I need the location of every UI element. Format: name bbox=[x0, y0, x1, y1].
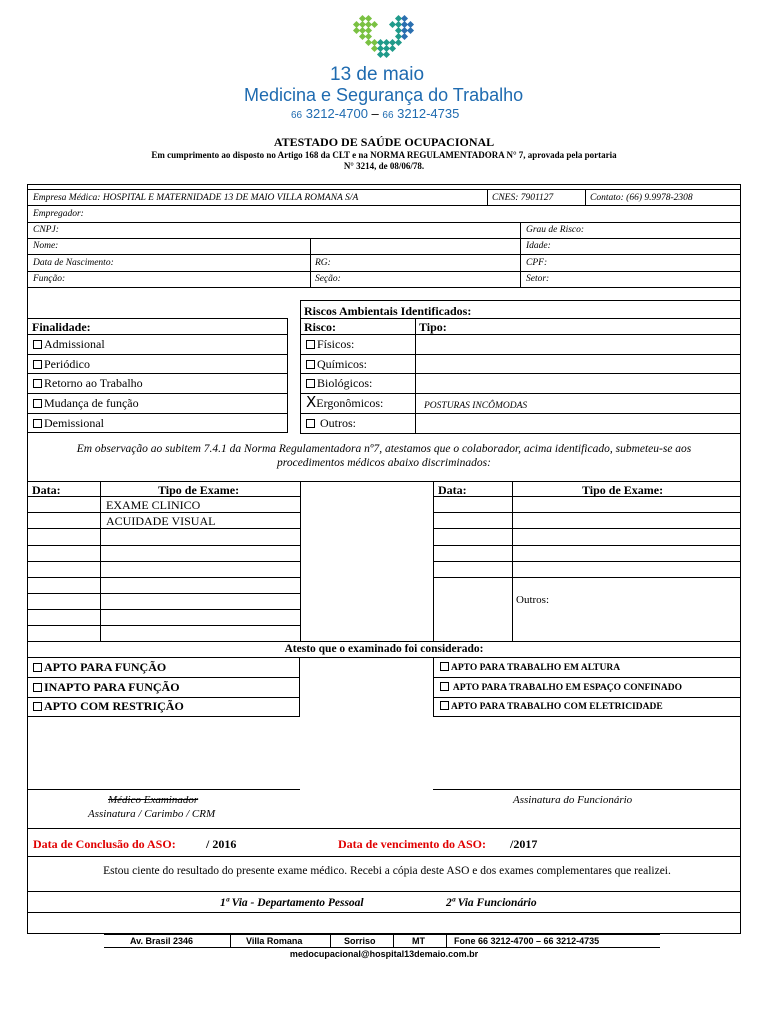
grau-risco-field[interactable]: Grau de Risco: bbox=[526, 225, 585, 235]
document-title: ATESTADO DE SAÚDE OCUPACIONAL bbox=[273, 135, 495, 149]
footer-uf: MT bbox=[412, 936, 425, 946]
logo-square bbox=[389, 45, 396, 52]
header-phones bbox=[291, 106, 459, 121]
medico-sub: Assinatura / Carimbo / CRM bbox=[88, 808, 216, 820]
finalidade-label: Periódico bbox=[44, 357, 90, 371]
apto-confinado[interactable] bbox=[440, 682, 682, 693]
risco-quimicos[interactable] bbox=[306, 357, 367, 372]
checkbox[interactable] bbox=[306, 340, 315, 349]
via-departamento: 1ª Via - Departamento Pessoal bbox=[220, 897, 364, 909]
setor-field[interactable]: Setor: bbox=[526, 274, 550, 284]
risco-label: Outros: bbox=[320, 416, 356, 430]
risco-ergonomicos[interactable] bbox=[306, 393, 384, 411]
funcao-field[interactable]: Função: bbox=[33, 274, 66, 284]
exame-outros: Outros: bbox=[516, 594, 549, 606]
logo-square bbox=[395, 39, 402, 46]
exame-tipo-label: Tipo de Exame: bbox=[158, 483, 240, 497]
signature-line bbox=[27, 789, 300, 790]
inapto-funcao[interactable] bbox=[33, 680, 180, 695]
empregador-field[interactable]: Empregador: bbox=[33, 209, 84, 219]
cnpj-field[interactable]: CNPJ: bbox=[33, 225, 59, 235]
finalidade-label: Demissional bbox=[44, 416, 104, 430]
observacao-text: procedimentos médicos abaixo discriminados: bbox=[277, 457, 491, 469]
empresa-medica: Empresa Médica: HOSPITAL E MATERNIDADE 13 DE MAIO VILLA ROMANA S/A bbox=[33, 193, 359, 203]
signature-line bbox=[433, 789, 741, 790]
atesto-label: APTO COM RESTRIÇÃO bbox=[44, 699, 184, 713]
exame-item: EXAME CLINICO bbox=[106, 498, 201, 512]
finalidade-retorno[interactable] bbox=[33, 376, 143, 391]
checkbox[interactable] bbox=[440, 701, 449, 710]
footer-email[interactable]: medocupacional@hospital13demaio.com.br bbox=[289, 949, 479, 959]
brand-subtitle: Medicina e Segurança do Trabalho bbox=[244, 85, 524, 105]
footer-bairro: Villa Romana bbox=[246, 936, 303, 946]
checkbox[interactable] bbox=[33, 379, 42, 388]
checkbox-checked[interactable]: X bbox=[306, 393, 317, 411]
logo-heart-icon bbox=[352, 14, 416, 64]
logo-square bbox=[383, 51, 390, 58]
footer-fone: Fone 66 3212-4700 – 66 3212-4735 bbox=[454, 936, 600, 946]
brand-name: 13 de maio bbox=[330, 64, 425, 85]
finalidade-label: Admissional bbox=[44, 337, 105, 351]
table-row-line bbox=[27, 545, 300, 546]
phone-prefix: 66 bbox=[382, 110, 394, 121]
data-conclusao-value[interactable]: / 2016 bbox=[206, 837, 237, 851]
nascimento-field[interactable]: Data de Nascimento: bbox=[33, 258, 114, 268]
risco-outros[interactable] bbox=[306, 416, 356, 431]
atesto-label: APTO PARA TRABALHO COM ELETRICIDADE bbox=[451, 702, 663, 712]
nome-field[interactable]: Nome: bbox=[33, 241, 59, 251]
checkbox[interactable] bbox=[440, 662, 449, 671]
table-row-line bbox=[433, 561, 741, 562]
table-row-line bbox=[27, 625, 300, 626]
divider bbox=[27, 205, 741, 206]
risco-fisicos[interactable] bbox=[306, 337, 354, 352]
table-row-line bbox=[27, 577, 300, 578]
checkbox[interactable] bbox=[33, 419, 42, 428]
checkbox[interactable] bbox=[33, 683, 42, 692]
phone-dash: – bbox=[371, 106, 379, 121]
table-row-line bbox=[433, 545, 741, 546]
exame-data-label: Data: bbox=[438, 483, 467, 497]
rg-field[interactable]: RG: bbox=[315, 258, 331, 268]
table-row-line bbox=[433, 528, 741, 529]
table-row-line bbox=[27, 593, 300, 594]
exame-data-label: Data: bbox=[32, 483, 61, 497]
risco-biologicos[interactable] bbox=[306, 376, 372, 391]
data-conclusao-label: Data de Conclusão do ASO: bbox=[33, 837, 176, 851]
apto-eletricidade[interactable] bbox=[440, 701, 663, 712]
atesto-label: APTO PARA FUNÇÃO bbox=[44, 660, 167, 674]
risco-label: Ergonômicos: bbox=[316, 396, 384, 410]
finalidade-demissional[interactable] bbox=[33, 416, 104, 431]
atesto-label: APTO PARA TRABALHO EM ESPAÇO CONFINADO bbox=[452, 683, 683, 693]
risco-label: Químicos: bbox=[317, 357, 367, 371]
exame-tipo-label: Tipo de Exame: bbox=[582, 483, 664, 497]
secao-field[interactable]: Seção: bbox=[315, 274, 341, 284]
finalidade-mudanca[interactable] bbox=[33, 396, 139, 411]
risco-column-label: Risco: bbox=[304, 320, 336, 334]
finalidade-admissional[interactable] bbox=[33, 337, 105, 352]
phone-number: 3212-4735 bbox=[397, 106, 460, 121]
checkbox[interactable] bbox=[33, 702, 42, 711]
data-vencimento-label: Data de vencimento do ASO: bbox=[338, 837, 486, 851]
data-vencimento-value[interactable]: /2017 bbox=[510, 837, 538, 851]
checkbox[interactable] bbox=[33, 340, 42, 349]
risco-ergonomicos-tipo: POSTURAS INCÔMODAS bbox=[424, 401, 528, 411]
tipo-column-label: Tipo: bbox=[419, 320, 447, 334]
checkbox[interactable] bbox=[33, 360, 42, 369]
checkbox[interactable] bbox=[306, 419, 315, 428]
apto-restricao[interactable] bbox=[33, 699, 184, 714]
assinatura-funcionario: Assinatura do Funcionário bbox=[513, 794, 633, 806]
cnes: CNES: 7901127 bbox=[492, 193, 554, 203]
ciente-text: Estou ciente do resultado do presente exame médico. Recebi a cópia deste ASO e dos exames complementares que realizei. bbox=[103, 865, 671, 877]
risco-label: Biológicos: bbox=[317, 376, 373, 390]
checkbox[interactable] bbox=[306, 360, 315, 369]
via-funcionario: 2ª Via Funcionário bbox=[446, 897, 537, 909]
footer-endereco: Av. Brasil 2346 bbox=[130, 936, 194, 946]
idade-field[interactable]: Idade: bbox=[526, 241, 551, 251]
table-row-line bbox=[433, 512, 741, 513]
logo-square bbox=[407, 27, 414, 34]
table-row-line bbox=[27, 609, 300, 610]
observacao-text: Em observação ao subitem 7.4.1 da Norma Regulamentadora nº7, atestamos que o colaborador, acima identificado, submeteu-se aos bbox=[76, 443, 692, 455]
exame-item: ACUIDADE VISUAL bbox=[106, 514, 216, 528]
contato: Contato: (66) 9.9978-2308 bbox=[590, 193, 693, 203]
form-frame bbox=[27, 184, 741, 934]
document-subtitle: N° 3214, de 08/06/78. bbox=[343, 161, 425, 171]
checkbox[interactable] bbox=[33, 399, 42, 408]
checkbox[interactable] bbox=[33, 663, 42, 672]
phone-number: 3212-4700 bbox=[305, 106, 368, 121]
cpf-field[interactable]: CPF: bbox=[526, 258, 548, 268]
phone-prefix: 66 bbox=[291, 110, 303, 121]
riscos-heading: Riscos Ambientais Identificados: bbox=[304, 304, 472, 318]
atesto-label: INAPTO PARA FUNÇÃO bbox=[44, 680, 180, 694]
atesto-heading: Atesto que o examinado foi considerado: bbox=[284, 643, 484, 655]
table-row-line bbox=[27, 561, 300, 562]
finalidade-label: Mudança de função bbox=[44, 396, 139, 410]
logo-square bbox=[371, 21, 378, 28]
divider bbox=[27, 189, 741, 190]
finalidade-periodico[interactable] bbox=[33, 357, 90, 372]
table-row-line bbox=[433, 577, 741, 578]
risco-label: Físicos: bbox=[317, 337, 355, 351]
apto-altura[interactable] bbox=[440, 662, 620, 673]
document-subtitle: Em cumprimento ao disposto no Artigo 168 da CLT e na NORMA REGULAMENTADORA N° 7, aprovada pela portaria bbox=[151, 150, 617, 160]
logo-square bbox=[401, 33, 408, 40]
medico-examinador: Médico Examinador bbox=[108, 794, 199, 806]
finalidade-heading: Finalidade: bbox=[32, 320, 91, 334]
checkbox[interactable] bbox=[440, 682, 449, 691]
apto-funcao[interactable] bbox=[33, 660, 166, 675]
finalidade-label: Retorno ao Trabalho bbox=[44, 376, 143, 390]
footer-cidade: Sorriso bbox=[344, 936, 376, 946]
atesto-label: APTO PARA TRABALHO EM ALTURA bbox=[451, 663, 621, 673]
checkbox[interactable] bbox=[306, 379, 315, 388]
